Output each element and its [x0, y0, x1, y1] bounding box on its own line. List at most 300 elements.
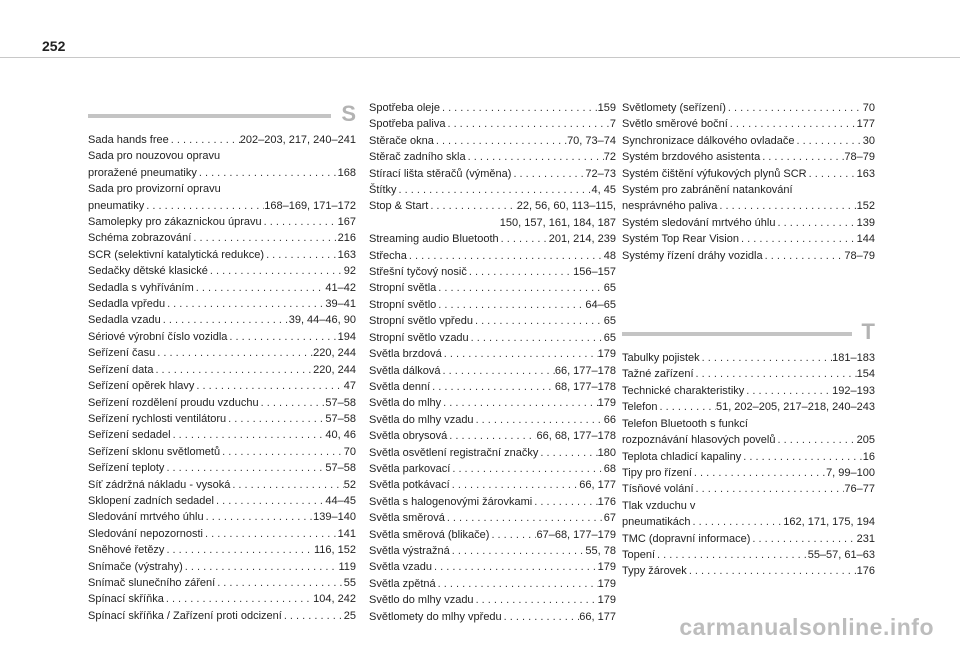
- index-entry-pages: 168: [337, 166, 356, 179]
- index-entry-pages: 216: [337, 232, 356, 245]
- dot-leader: [397, 182, 592, 198]
- dot-leader: [692, 465, 826, 481]
- dot-leader: [259, 395, 326, 411]
- index-entry: [622, 432, 875, 448]
- index-entry-pages: 231: [856, 532, 875, 545]
- index-entry: [88, 559, 356, 575]
- index-entry-pages: 116, 152: [313, 544, 356, 557]
- dot-leader: [262, 214, 338, 230]
- dot-leader: [499, 231, 549, 247]
- index-entry-pages: 55: [343, 576, 356, 589]
- dot-leader: [760, 149, 844, 165]
- section-letter-t: T: [861, 319, 875, 345]
- dot-leader: [447, 428, 536, 444]
- index-entry: [369, 280, 616, 296]
- index-entry-label: Světla potkávací: [369, 479, 450, 492]
- index-entry-text: Sada pro provizorní opravu: [88, 183, 221, 196]
- dot-leader: [511, 166, 585, 182]
- index-entry: [88, 460, 356, 476]
- index-entry: [88, 362, 356, 378]
- index-entry-pages: 179: [597, 397, 616, 410]
- index-entry: [88, 477, 356, 493]
- dot-leader: [450, 543, 586, 559]
- index-entry-label: Samolepky pro zákaznickou úpravu: [88, 216, 262, 229]
- index-entry: [622, 465, 875, 481]
- dot-leader: [214, 493, 325, 509]
- dot-leader: [194, 378, 343, 394]
- index-entry-pages: 57–58: [325, 396, 356, 409]
- index-entry-label: Světla osvětlení registrační značky: [369, 446, 539, 459]
- index-entry-pages: 65: [603, 331, 616, 344]
- index-entry-pages: 201, 214, 239: [548, 233, 616, 246]
- index-entry: [88, 280, 356, 296]
- index-entry-pages: 67–68, 177–179: [536, 528, 616, 541]
- index-entry-label: Seřízení teploty: [88, 462, 165, 475]
- index-entry-label: Světla směrová: [369, 512, 445, 525]
- index-entry-label: Stropní světlo vzadu: [369, 331, 469, 344]
- index-entry-pages: 65: [603, 282, 616, 295]
- dot-leader: [442, 346, 598, 362]
- index-entry-pages: 144: [856, 233, 875, 246]
- dot-leader: [164, 542, 314, 558]
- index-entry-pages: 66, 177–178: [554, 364, 616, 377]
- index-entry: [622, 563, 875, 579]
- index-entry-label: Stírací lišta stěračů (výměna): [369, 167, 512, 180]
- index-entry: [369, 592, 616, 608]
- index-entry: [622, 198, 875, 214]
- dot-leader: [436, 297, 585, 313]
- index-entry-pages: 70: [862, 102, 875, 114]
- index-entry-label: pneumatikách: [622, 516, 691, 529]
- dot-leader: [467, 264, 573, 280]
- index-entry-pages: 30: [862, 134, 875, 147]
- index-entry-pages: 119: [338, 560, 356, 573]
- dot-leader: [445, 510, 604, 526]
- index-entry-pages: 141: [337, 527, 356, 540]
- index-entry-pages: 70: [343, 445, 356, 458]
- index-entry-pages: 66, 177: [579, 610, 616, 623]
- index-entry: [369, 166, 616, 182]
- index-entry: [369, 264, 616, 280]
- index-entry: [369, 198, 616, 214]
- index-entry: [622, 481, 875, 497]
- index-entry-label: Světla do mlhy: [369, 397, 442, 410]
- index-entry: [88, 427, 356, 443]
- index-entry-label: Světla brzdová: [369, 348, 442, 361]
- dot-leader: [183, 559, 339, 575]
- dot-leader: [153, 362, 313, 378]
- dot-leader: [775, 432, 856, 448]
- index-entry-label: Sedadla vzadu: [88, 314, 161, 327]
- dot-leader: [502, 609, 580, 625]
- index-entry: [88, 165, 356, 181]
- index-column-3: [622, 100, 875, 580]
- dot-leader: [728, 116, 857, 132]
- index-entry-pages-continued: 150, 157, 161, 184, 187: [499, 216, 616, 229]
- index-entry-pages: 70, 73–74: [567, 134, 616, 147]
- index-entry-label: Systém Top Rear Vision: [622, 233, 739, 246]
- index-entry-pages: 181–183: [832, 352, 875, 365]
- index-entry-label: nesprávného paliva: [622, 200, 718, 213]
- dot-leader: [694, 366, 857, 382]
- index-entry-pages: 39, 44–46, 90: [288, 314, 356, 327]
- index-entry: [369, 609, 616, 625]
- dot-leader: [227, 329, 337, 345]
- index-entry-pages: 180: [597, 446, 616, 459]
- index-entry-label: Tipy pro řízení: [622, 466, 692, 479]
- index-entry: [622, 547, 875, 563]
- index-entry-label: Seřízení opěrek hlavy: [88, 380, 195, 393]
- index-entry-label: Snímač slunečního záření: [88, 576, 216, 589]
- index-entry-label: Sněhové řetězy: [88, 544, 165, 557]
- index-entry-label: Seřízení rychlosti ventilátoru: [88, 412, 227, 425]
- index-entry-label: Systémy řízení dráhy vozidla: [622, 249, 763, 262]
- index-entry: [369, 100, 616, 116]
- dot-leader: [466, 149, 604, 165]
- index-entry-label: rozpoznávání hlasových povelů: [622, 434, 776, 447]
- index-entry-pages: 76–77: [844, 483, 875, 496]
- index-entry-pages: 57–58: [325, 412, 356, 425]
- index-entry-pages: 4, 45: [591, 184, 616, 197]
- index-entry-label: Světla parkovací: [369, 462, 451, 475]
- dot-leader: [230, 477, 343, 493]
- dot-leader: [450, 461, 603, 477]
- index-entry-pages: 139–140: [313, 511, 356, 524]
- index-entry-pages: 194: [337, 330, 356, 343]
- index-entry: [369, 527, 616, 543]
- dot-leader: [164, 591, 313, 607]
- index-entry: [369, 182, 616, 198]
- index-entry-pages: 7, 99–100: [826, 466, 875, 479]
- index-entry-pages: 179: [597, 561, 616, 574]
- dot-leader: [191, 230, 337, 246]
- index-entry-label: Stropní světlo vpředu: [369, 315, 473, 328]
- index-entry: [369, 494, 616, 510]
- index-entry-label: Střecha: [369, 249, 407, 262]
- index-entry-text: Telefon Bluetooth s funkcí: [622, 417, 748, 430]
- dot-leader: [474, 412, 604, 428]
- index-entry-pages: 78–79: [844, 249, 875, 262]
- index-entry: [88, 575, 356, 591]
- index-entries: [88, 132, 356, 624]
- index-entry-pages: 39–41: [325, 298, 356, 311]
- index-entry: [369, 543, 616, 559]
- dot-leader: [432, 559, 598, 575]
- index-entry-label: Štítky: [369, 184, 397, 197]
- index-entry: [88, 247, 356, 263]
- index-entry: [622, 133, 875, 149]
- page-number: 252: [42, 38, 66, 54]
- index-entry-pages: 72: [603, 151, 616, 164]
- index-entry-pages: 168–169, 171–172: [264, 199, 356, 212]
- index-entry-label: Sledování mrtvého úhlu: [88, 511, 204, 524]
- dot-leader: [807, 166, 857, 182]
- index-entry-pages: 52: [343, 478, 356, 491]
- index-entry-label: Seřízení rozdělení proudu vzduchu: [88, 396, 259, 409]
- dot-leader: [794, 133, 862, 149]
- index-entry: [622, 248, 875, 264]
- index-entry-pages: 47: [343, 380, 356, 393]
- index-entry: [369, 330, 616, 346]
- dot-leader: [489, 527, 536, 543]
- index-entry-text: Tlak vzduchu v: [622, 499, 696, 512]
- index-entry-label: Střešní tyčový nosič: [369, 266, 467, 279]
- index-entry-pages: 202–203, 217, 240–241: [239, 134, 356, 146]
- index-entry-label: Seřízení data: [88, 363, 154, 376]
- index-entry-label: Sklopení zadních sedadel: [88, 494, 214, 507]
- index-entry: [88, 329, 356, 345]
- dot-leader: [775, 215, 856, 231]
- index-entry-label: Stěrače okna: [369, 134, 434, 147]
- index-entry-label: Sedadla s vyhříváním: [88, 281, 194, 294]
- index-column-1: [88, 98, 356, 624]
- index-entry-pages: 68: [603, 462, 616, 475]
- index-entry-label: Teplota chladicí kapaliny: [622, 450, 742, 463]
- index-entry-label: Systém sledování mrtvého úhlu: [622, 216, 776, 229]
- index-entry: [88, 230, 356, 246]
- index-entry-label: Seřízení času: [88, 347, 156, 360]
- index-entry: [88, 132, 356, 148]
- index-entry: [369, 559, 616, 575]
- index-entry-pages: 220, 244: [313, 347, 356, 360]
- index-entry: [369, 428, 616, 444]
- index-entry-pages: 66, 68, 177–178: [536, 430, 616, 443]
- index-entry: [88, 444, 356, 460]
- index-entry: [369, 576, 616, 592]
- index-entry-label: Světlo směrové boční: [622, 118, 728, 131]
- index-entry-label: Systém brzdového asistenta: [622, 151, 761, 164]
- index-entry-pages: 179: [597, 594, 616, 607]
- index-entry-pages: 51, 202–205, 217–218, 240–243: [715, 401, 875, 414]
- index-entry-label: Sedadla vpředu: [88, 298, 166, 311]
- watermark: carmanualsonline.info: [679, 614, 934, 640]
- index-entry: [88, 296, 356, 312]
- dot-leader: [687, 563, 857, 579]
- section-header-s: [88, 98, 356, 126]
- index-entry-pages: 67: [603, 512, 616, 525]
- index-entry: [622, 366, 875, 382]
- index-entry: [622, 449, 875, 465]
- index-entry-label: Světla směrová (blikače): [369, 528, 490, 541]
- index-entry: [88, 411, 356, 427]
- index-entry: [622, 383, 875, 399]
- header-rule: [0, 57, 960, 58]
- dot-leader: [430, 379, 555, 395]
- index-entry-pages: 163: [856, 167, 875, 180]
- index-entry-pages: 179: [597, 348, 616, 361]
- index-entry-pages: 22, 56, 60, 113–115,: [516, 200, 616, 213]
- index-entry-label: Telefon: [622, 401, 658, 414]
- index-entry-label: Spínací skříňka / Zařízení proti odcizení: [88, 609, 282, 622]
- index-entry-label: Seřízení sedadel: [88, 429, 171, 442]
- dot-leader: [726, 100, 863, 116]
- index-entry: [622, 350, 875, 366]
- dot-leader: [226, 411, 325, 427]
- dot-leader: [197, 165, 338, 181]
- index-entry-pages: 72–73: [585, 167, 616, 180]
- index-entry: [622, 531, 875, 547]
- dot-leader: [474, 592, 598, 608]
- index-entry-label: Spínací skříňka: [88, 593, 164, 606]
- index-entry: [369, 297, 616, 313]
- index-entry-label: Typy žárovek: [622, 565, 687, 578]
- index-entry-label: pneumatiky: [88, 199, 145, 212]
- dot-leader: [473, 313, 604, 329]
- index-entry: [88, 591, 356, 607]
- index-entry-label: Sledování nepozornosti: [88, 527, 203, 540]
- index-entry-pages: 163: [337, 248, 356, 261]
- index-entry-label: Světla dálková: [369, 364, 441, 377]
- dot-leader: [763, 248, 845, 264]
- index-entry: [88, 542, 356, 558]
- index-entry-label: Stěrač zadního skla: [369, 151, 466, 164]
- dot-leader: [194, 280, 326, 296]
- index-entry-label: Stropní světlo: [369, 298, 437, 311]
- dot-leader: [450, 477, 580, 493]
- index-entry-pages: 156–157: [573, 266, 616, 279]
- index-entry-label: Světla denní: [369, 380, 431, 393]
- index-entry-pages: 167: [337, 216, 356, 229]
- index-entry: [622, 514, 875, 530]
- index-entry-pages: 55, 78: [585, 544, 616, 557]
- dot-leader: [169, 132, 240, 148]
- index-entry-text: Systém pro zabránění natankování: [622, 184, 793, 197]
- index-entry-label: Sada hands free: [88, 134, 169, 146]
- index-entry-label: Topení: [622, 548, 656, 561]
- index-entry: [88, 608, 356, 624]
- index-entry: [369, 477, 616, 493]
- index-entry-label: Sériové výrobní číslo vozidla: [88, 330, 228, 343]
- section-rule: [88, 114, 331, 118]
- index-entry: [88, 509, 356, 525]
- index-entry-label: Tísňové volání: [622, 483, 694, 496]
- dot-leader: [700, 350, 833, 366]
- index-entry-label: Spotřeba paliva: [369, 118, 446, 131]
- index-entry-text: Sada pro nouzovou opravu: [88, 150, 221, 163]
- index-entry: [369, 461, 616, 477]
- index-entry: [369, 445, 616, 461]
- index-entry-label: Světla zpětná: [369, 577, 436, 590]
- index-entry: [622, 116, 875, 132]
- index-entry-pages: 16: [862, 450, 875, 463]
- dot-leader: [282, 608, 344, 624]
- index-entry: [369, 116, 616, 132]
- index-entry-label: Stropní světla: [369, 282, 437, 295]
- index-entry: [88, 263, 356, 279]
- index-entries: [622, 350, 875, 580]
- dot-leader: [434, 133, 567, 149]
- index-entry-pages: 176: [597, 495, 616, 508]
- section-header-t: [622, 316, 875, 344]
- dot-leader: [264, 247, 338, 263]
- index-entry-label: proražené pneumatiky: [88, 166, 197, 179]
- dot-leader: [441, 395, 597, 411]
- index-entry-label: Světla s halogenovými žárovkami: [369, 495, 533, 508]
- index-entry: [622, 231, 875, 247]
- index-entry: [369, 133, 616, 149]
- index-entry: [369, 313, 616, 329]
- dot-leader: [440, 100, 598, 116]
- index-entry: [622, 100, 875, 116]
- dot-leader: [208, 263, 344, 279]
- index-entry-pages: 154: [856, 368, 875, 381]
- dot-leader: [220, 444, 344, 460]
- index-entry: [88, 395, 356, 411]
- index-entry-pages: 152: [856, 200, 875, 213]
- index-entry-label: Světla výstražná: [369, 544, 450, 557]
- index-entry-pages: 25: [343, 609, 356, 622]
- index-entry-label: Světlomety (seřízení): [622, 102, 726, 114]
- section-rule: [622, 332, 852, 336]
- index-entry: [369, 412, 616, 428]
- index-entry: [88, 345, 356, 361]
- index-entry-pages: 205: [856, 434, 875, 447]
- dot-leader: [155, 345, 313, 361]
- dot-leader: [445, 116, 609, 132]
- index-entry: [369, 510, 616, 526]
- index-entry-pages: 57–58: [325, 462, 356, 475]
- index-entry: [88, 214, 356, 230]
- index-entry-pages: 192–193: [832, 384, 875, 397]
- index-entry-pages: 177: [856, 118, 875, 131]
- index-entry-pages: 139: [856, 216, 875, 229]
- index-entry-label: Světla obrysová: [369, 430, 448, 443]
- dot-leader: [655, 547, 808, 563]
- index-entry-label: Světlomety do mlhy vpředu: [369, 610, 502, 623]
- dot-leader: [144, 198, 264, 214]
- dot-leader: [741, 449, 863, 465]
- dot-leader: [532, 494, 597, 510]
- dot-leader: [203, 526, 338, 542]
- index-entry-pages: 66, 177: [579, 479, 616, 492]
- index-entry: [622, 166, 875, 182]
- index-entry-label: Snímače (výstrahy): [88, 560, 183, 573]
- index-entry-pages: 104, 242: [313, 593, 356, 606]
- dot-leader: [694, 481, 845, 497]
- dot-leader: [215, 575, 344, 591]
- index-entry: [622, 149, 875, 165]
- index-entry: [369, 395, 616, 411]
- index-entry-label: SCR (selektivní katalytická redukce): [88, 248, 265, 261]
- index-entry: [88, 312, 356, 328]
- dot-leader: [161, 312, 289, 328]
- index-entry-label: Světla do mlhy vzadu: [369, 413, 474, 426]
- dot-leader: [691, 514, 784, 530]
- index-entry-pages: 78–79: [844, 151, 875, 164]
- index-entry-label: Systém čištění výfukových plynů SCR: [622, 167, 807, 180]
- index-entry-pages: 159: [597, 102, 616, 114]
- index-entry: [88, 526, 356, 542]
- index-entry: [622, 215, 875, 231]
- index-entry-label: Technické charakteristiky: [622, 384, 745, 397]
- index-entry-pages: 7: [609, 118, 616, 131]
- index-entry-label: Sedačky dětské klasické: [88, 265, 208, 278]
- index-entry-label: Světla vzadu: [369, 561, 432, 574]
- index-entry-pages: 55–57, 61–63: [807, 548, 875, 561]
- dot-leader: [750, 531, 856, 547]
- index-entry: [88, 493, 356, 509]
- index-entry-pages: 162, 171, 175, 194: [783, 516, 875, 529]
- index-entry-pages: 68, 177–178: [554, 380, 616, 393]
- index-entry-pages: 40, 46: [325, 429, 356, 442]
- index-entry-label: Síť zádržná nákladu - vysoká: [88, 478, 231, 491]
- dot-leader: [436, 280, 603, 296]
- dot-leader: [204, 509, 314, 525]
- index-entry-pages: 66: [603, 413, 616, 426]
- index-entry-label: Schéma zobrazování: [88, 232, 192, 245]
- section-letter-s: S: [341, 101, 356, 126]
- index-entry: [369, 379, 616, 395]
